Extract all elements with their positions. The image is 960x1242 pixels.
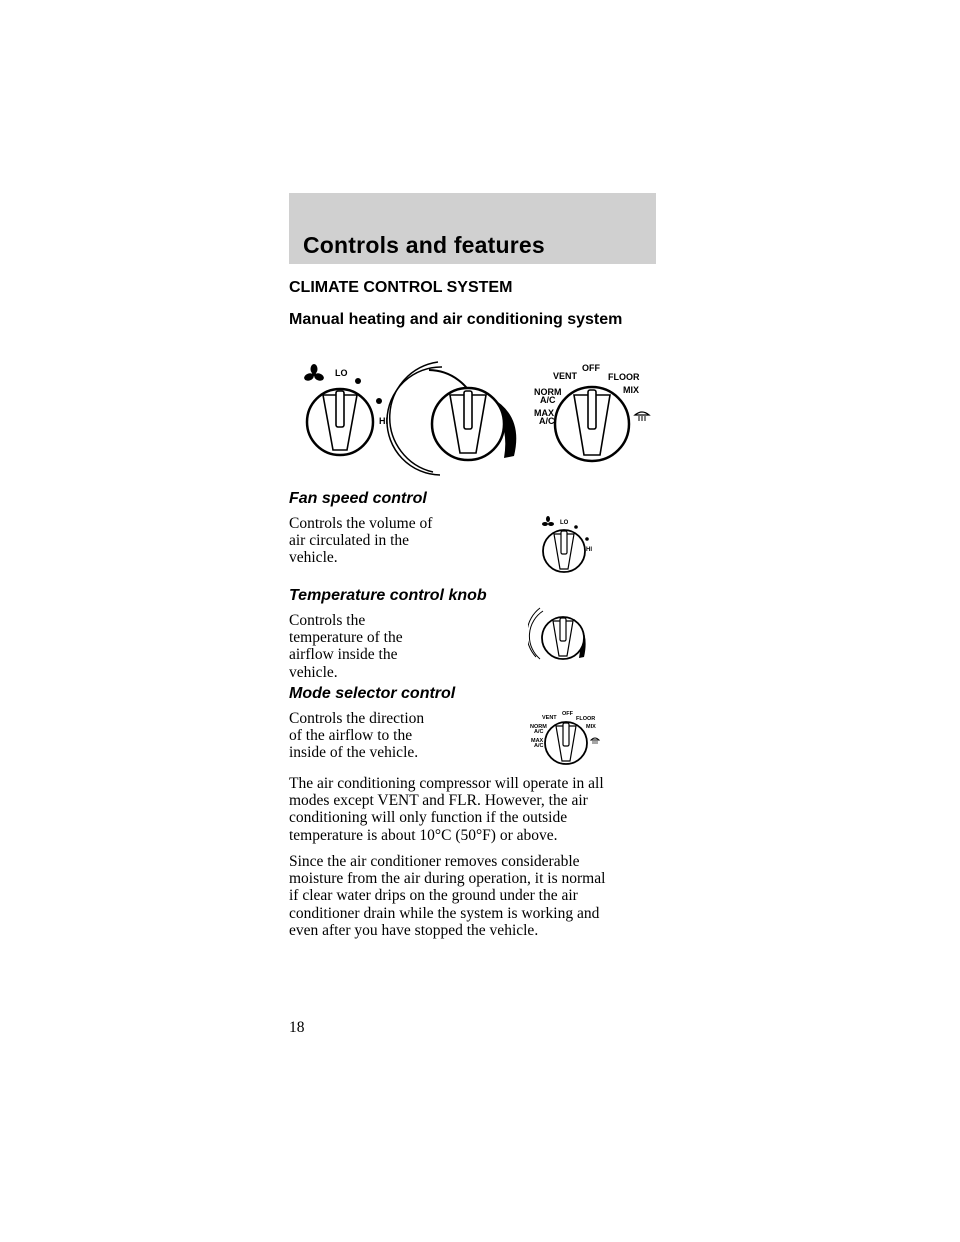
mode-selector-figure [528,705,608,767]
defrost-small-icon [591,738,599,744]
temperature-figure [528,605,598,667]
mode-selector-description: Controls the direction of the airflow to the inside of the vehicle. [289,710,425,762]
mode-small-norm: NORM [530,724,547,730]
mode-small-floor: FLOOR [576,716,596,722]
mode-selector-knob [534,363,649,461]
fan-speed-description: Controls the volume of air circulated in the vehicle. [289,515,433,567]
fan-dot-2 [376,398,382,404]
section-subtitle: Manual heating and air conditioning system [289,311,623,328]
mode-off-label: OFF [582,363,600,373]
mode-small-max-ac: A/C [534,743,544,749]
temperature-description: Controls the temperature of the airflow inside the vehicle. [289,612,403,681]
fan-small-icon [542,516,554,526]
page-number: 18 [289,1019,305,1036]
climate-control-figure [290,355,660,480]
mode-mix-label: MIX [623,385,640,395]
fan-icon [303,364,325,382]
fan-hi-label: HI [379,416,388,426]
fan-speed-knob [303,364,388,455]
mode-small-norm-ac: A/C [534,729,544,735]
paragraph-moisture: Since the air conditioner removes considerable moisture from the air during operation, it is normal if clear water drips on the ground under the air conditioner drain while the system is working and even after you have stopped the vehicle. [289,853,606,939]
mode-small-off: OFF [562,711,573,717]
page-section-title: Controls and features [303,232,545,258]
temperature-knob [387,362,516,475]
fan-lo-label: LO [335,368,348,378]
mode-small-mix: MIX [586,724,596,730]
fan-speed-heading: Fan speed control [289,490,427,507]
defrost-icon [635,412,649,421]
mode-small-vent: VENT [542,715,557,721]
fan-speed-figure [534,513,604,575]
mode-selector-heading: Mode selector control [289,685,456,702]
fan-dot-1 [355,378,361,384]
mode-norm-ac-label: A/C [540,395,556,405]
mode-max-ac-label: A/C [539,416,555,426]
fan-small-lo: LO [560,520,569,526]
mode-norm-label: NORM [534,387,562,397]
mode-vent-label: VENT [553,371,578,381]
paragraph-compressor: The air conditioning compressor will operate in all modes except VENT and FLR. However, the air conditioning will only function if the outside temperature is about 10°C (50°F) or above. [289,775,604,844]
mode-floor-label: FLOOR [608,372,640,382]
mode-max-label: MAX [534,408,554,418]
mode-small-max: MAX [531,738,544,744]
fan-small-hi: HI [586,547,592,553]
temperature-heading: Temperature control knob [289,587,487,604]
section-title: CLIMATE CONTROL SYSTEM [289,279,513,296]
